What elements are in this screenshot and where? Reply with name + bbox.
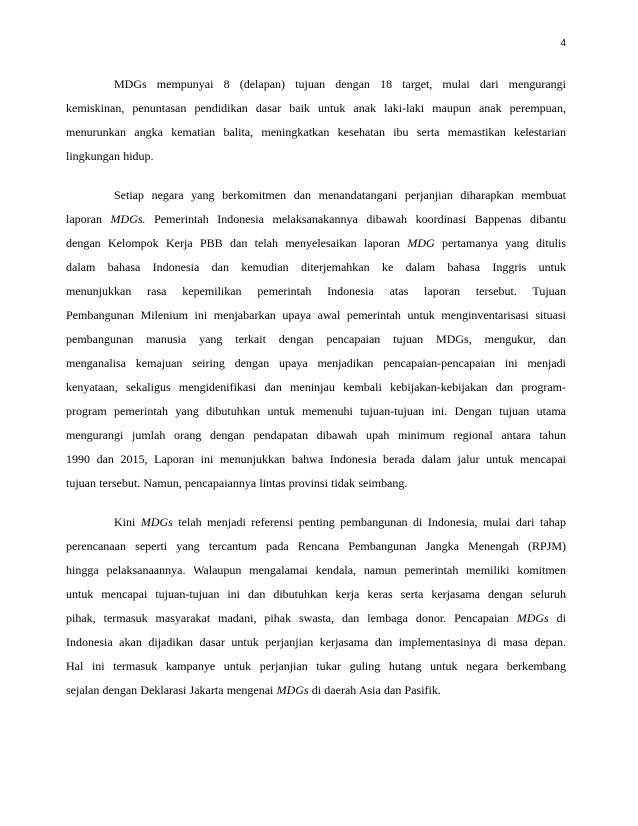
document-body	[66, 72, 566, 717]
paragraph-line: kenyataan, sekaligus mengidenifikasi dan meninjau kembali kebijakan-kebijakan dan program-	[66, 380, 566, 394]
paragraph-line: dengan Kelompok Kerja PBB dan telah menyelesaikan laporan MDG pertamanya yang ditulis	[66, 236, 566, 250]
emphasis-text: MDGs	[516, 611, 549, 625]
paragraph-line: dalam bahasa Indonesia dan kemudian diterjemahkan ke dalam bahasa Inggris untuk	[66, 260, 566, 274]
emphasis-text: MDGs	[140, 515, 173, 529]
paragraph-line: pihak, termasuk masyarakat madani, pihak swasta, dan lembaga donor. Pencapaian MDGs di	[66, 611, 566, 625]
paragraph-1	[66, 72, 566, 168]
paragraph-line: MDGs mempunyai 8 (delapan) tujuan dengan 18 target, mulai dari mengurangi	[114, 77, 566, 91]
paragraph-line: kemiskinan, penuntasan pendidikan dasar baik untuk anak laki-laki maupun anak perempuan,	[66, 101, 566, 115]
paragraph-line: menganalisa kemajuan seiring dengan upaya menjadikan pencapaian-pencapaian ini menjadi	[66, 356, 566, 370]
paragraph-line: menurunkan angka kematian balita, meningkatkan kesehatan ibu serta memastikan kelestarian	[66, 125, 566, 139]
paragraph-line: Pembangunan Milenium ini menjabarkan upaya awal pemerintah untuk menginventarisasi situasi	[66, 308, 566, 322]
paragraph-3	[66, 510, 566, 702]
paragraph-line: Hal ini termasuk kampanye untuk perjanjian tukar guling hutang untuk negara berkembang	[66, 659, 566, 673]
paragraph-line: pembangunan manusia yang terkait dengan pencapaian tujuan MDGs, mengukur, dan	[66, 332, 566, 346]
paragraph-line: sejalan dengan Deklarasi Jakarta mengenai MDGs di daerah Asia dan Pasifik.	[66, 683, 441, 697]
paragraph-line: mengurangi jumlah orang dengan pendapatan dibawah upah minimum regional antara tahun	[66, 428, 566, 442]
paragraph-line: menunjukkan rasa kepemilikan pemerintah Indonesia atas laporan tersebut. Tujuan	[66, 284, 566, 298]
paragraph-line: 1990 dan 2015, Laporan ini menunjukkan bahwa Indonesia berada dalam jalur untuk mencapai	[66, 452, 566, 466]
paragraph-line: Setiap negara yang berkomitmen dan menandatangani perjanjian diharapkan membuat	[114, 188, 566, 202]
paragraph-2	[66, 183, 566, 495]
paragraph-line: laporan MDGs. Pemerintah Indonesia melaksanakannya dibawah koordinasi Bappenas dibantu	[66, 212, 566, 226]
paragraph-line: lingkungan hidup.	[66, 149, 154, 163]
emphasis-text: MDGs.	[110, 212, 146, 226]
paragraph-line: Indonesia akan dijadikan dasar untuk perjanjian kerjasama dan implementasinya di masa depan.	[66, 635, 566, 649]
paragraph-line: untuk mencapai tujuan-tujuan ini dan dibutuhkan kerja keras serta kerjasama dengan seluruh	[66, 587, 566, 601]
paragraph-line: tujuan tersebut. Namun, pencapaiannya lintas provinsi tidak seimbang.	[66, 476, 408, 490]
emphasis-text: MDGs	[276, 683, 309, 697]
paragraph-line: Kini MDGs telah menjadi referensi penting pembangunan di Indonesia, mulai dari tahap	[114, 515, 566, 529]
paragraph-line: perencanaan seperti yang tercantum pada Rencana Pembangunan Jangka Menengah (RPJM)	[66, 539, 566, 553]
paragraph-line: hingga pelaksanaannya. Walaupun mengalamai kendala, namun pemerintah memiliki komitmen	[66, 563, 566, 577]
page-number: 4	[560, 38, 566, 49]
emphasis-text: MDG	[407, 236, 435, 250]
paragraph-line: program pemerintah yang dibutuhkan untuk memenuhi tujuan-tujuan ini. Dengan tujuan utama	[66, 404, 566, 418]
